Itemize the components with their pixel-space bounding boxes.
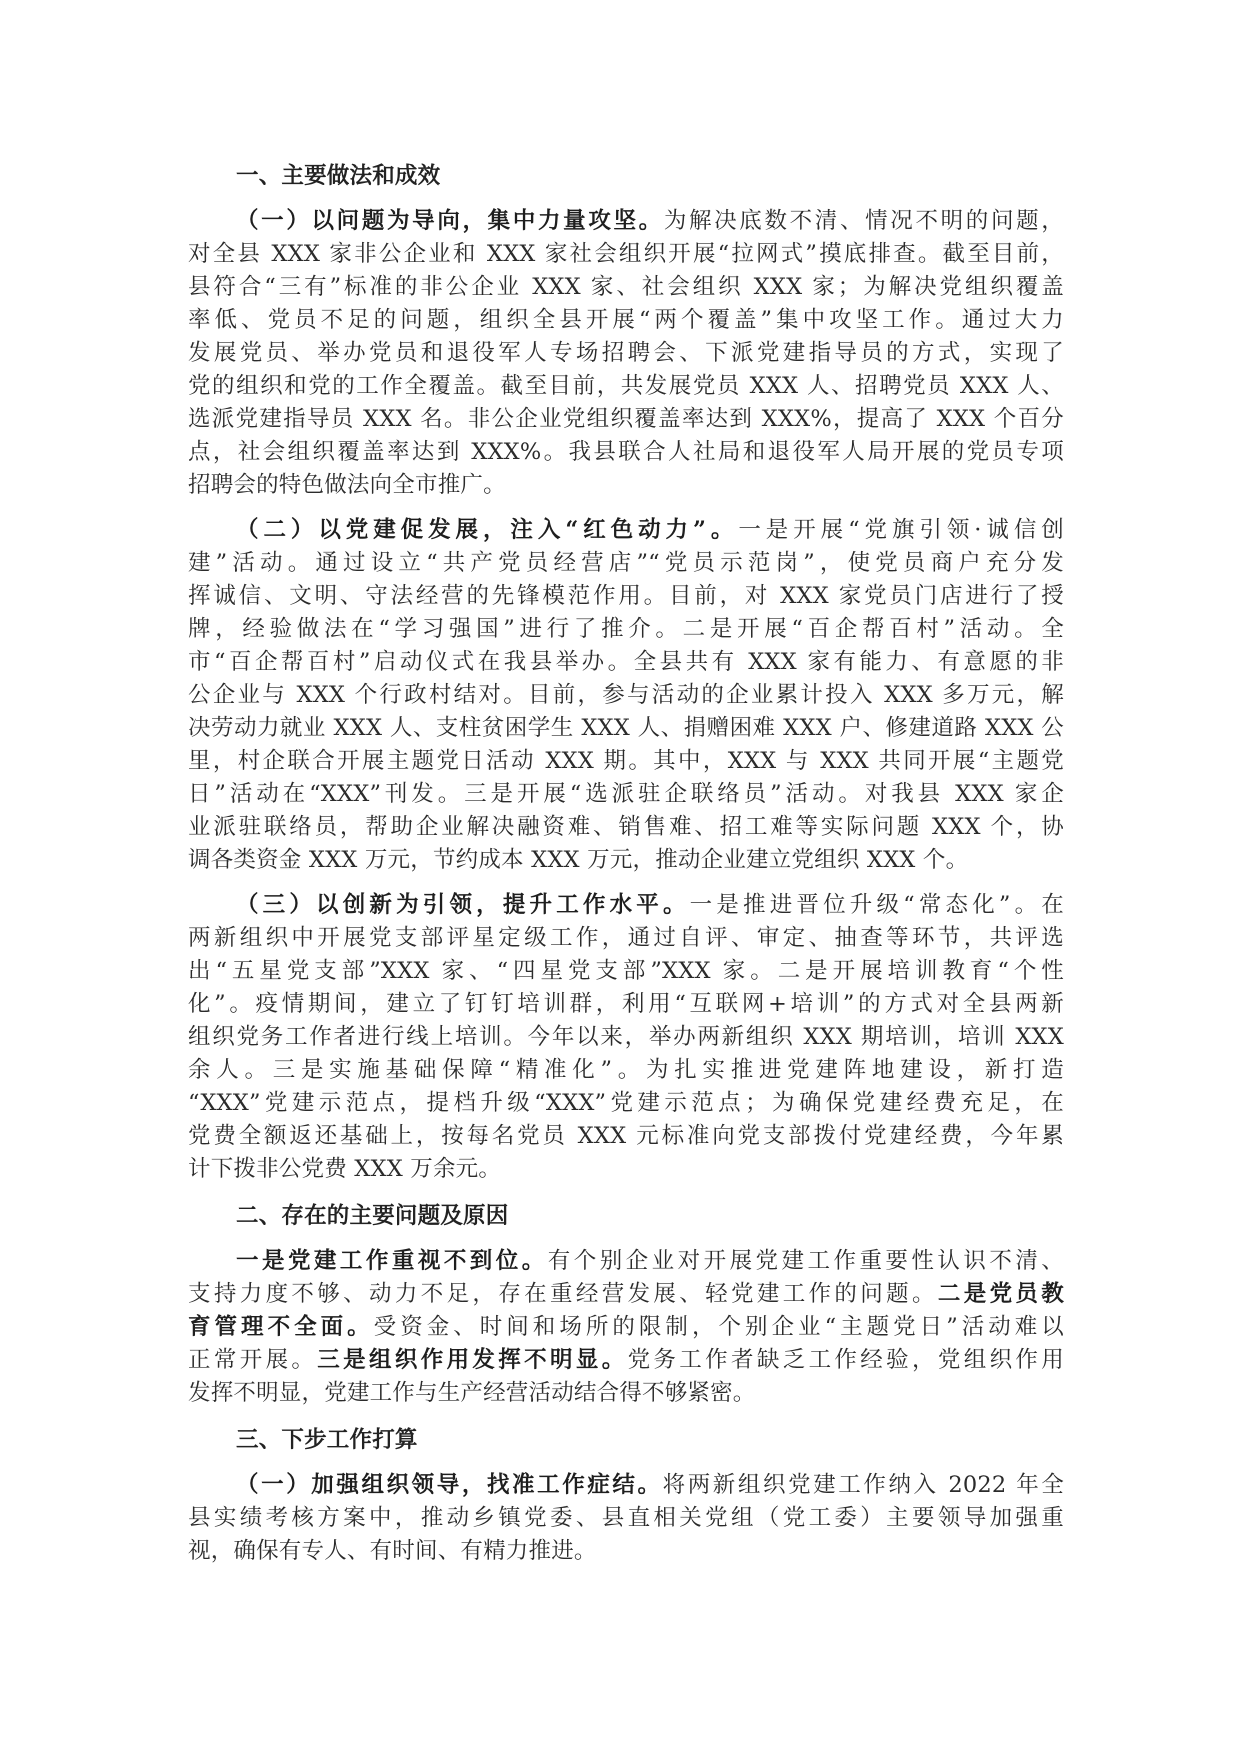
paragraph-lead: （一）加强组织领导，找准工作症结。 <box>236 1472 663 1498</box>
problem-lead-1: 一是党建工作重视不到位。 <box>236 1248 548 1274</box>
heading-text: 一、主要做法和成效 <box>236 163 441 189</box>
section-heading-1 <box>188 160 1064 193</box>
heading-text: 二、存在的主要问题及原因 <box>236 1203 509 1229</box>
document-page <box>188 160 1064 1568</box>
heading-text: 三、下步工作打算 <box>236 1427 418 1453</box>
paragraph-lead: （三）以创新为引领，提升工作水平。 <box>236 892 690 918</box>
section-heading-3 <box>188 1424 1064 1457</box>
paragraph-1-3: （三）以创新为引领，提升工作水平。一是推进晋位升级“常态化”。在 两新组织中开展党支部评星定级工作，通过自评、审定、抽查等环节，共评选 出“五星党支部”XXX 家、“四星党支部”XXX 家。二是开展培训教育“个性 化”。疫情期间，建立了钉钉培训群，利用“互联网+培训”的方式对全县两新 组织党务工作者进行线上培训。今年以来，举办两新组织 XXX 期培训，培训 XXX 余人。三是实施基础保障“精准化”。为扎实推进党建阵地建设，新打造 “XXX”党建示范点，提档升级“XXX”党建示范点；为确保党建经费充足，在 党费全额返还基础上，按每名党员 XXX 元标准向党支部拨付党建经费，今年累 计下拨非公党费 XXX 万余元。 <box>188 892 1064 1182</box>
problem-lead-3: 三是组织作用发挥不明显。 <box>317 1347 628 1373</box>
problem-lead-2a: 二是党员教 <box>937 1281 1064 1307</box>
paragraph-1-1: （一）以问题为导向，集中力量攻坚。为解决底数不清、情况不明的问题， 对全县 XXX 家非公企业和 XXX 家社会组织开展“拉网式”摸底排查。截至目前， 县符合“三有”标准的非公企业 XXX 家、社会组织 XXX 家；为解决党组织覆盖 率低、党员不足的问题，组织全县开展“两个覆盖”集中攻坚工作。通过大力 发展党员、举办党员和退役军人专场招聘会、下派党建指导员的方式，实现了 党的组织和党的工作全覆盖。截至目前，共发展党员 XXX 人、招聘党员 XXX 人、 选派党建指导员 XXX 名。非公企业党组织覆盖率达到 XXX%，提高了 XXX 个百分 点，社会组织覆盖率达到 XXX%。我县联合人社局和退役军人局开展的党员专项 招聘会的特色做法向全市推广。 <box>188 208 1064 498</box>
paragraph-lead: （一）以问题为导向，集中力量攻坚。 <box>236 208 664 234</box>
paragraph-2-problems: 一是党建工作重视不到位。有个别企业对开展党建工作重要性认识不清、 支持力度不够、动力不足，存在重经营发展、轻党建工作的问题。二是党员教 育管理不全面。受资金、时间和场所的限制，个别企业“主题党日”活动难以 正常开展。三是组织作用发挥不明显。党务工作者缺乏工作经验，党组织作用 发挥不明显，党建工作与生产经营活动结合得不够紧密。 <box>188 1248 1064 1406</box>
paragraph-lead: （二）以党建促发展，注入“红色动力”。 <box>236 517 739 543</box>
problem-lead-2b: 育管理不全面。 <box>188 1314 374 1340</box>
paragraph-3-1: （一）加强组织领导，找准工作症结。将两新组织党建工作纳入 2022 年全 县实绩考核方案中，推动乡镇党委、县直相关党组（党工委）主要领导加强重 视，确保有专人、有时间、有精力推进。 <box>188 1472 1064 1564</box>
paragraph-1-2: （二）以党建促发展，注入“红色动力”。一是开展“党旗引领·诚信创 建”活动。通过设立“共产党员经营店”“党员示范岗”，使党员商户充分发 挥诚信、文明、守法经营的先锋模范作用。目前，对 XXX 家党员门店进行了授 牌，经验做法在“学习强国”进行了推介。二是开展“百企帮百村”活动。全 市“百企帮百村”启动仪式在我县举办。全县共有 XXX 家有能力、有意愿的非 公企业与 XXX 个行政村结对。目前，参与活动的企业累计投入 XXX 多万元，解 决劳动力就业 XXX 人、支柱贫困学生 XXX 人、捐赠困难 XXX 户、修建道路 XXX 公 里，村企联合开展主题党日活动 XXX 期。其中，XXX 与 XXX 共同开展“主题党 日”活动在“XXX”刊发。三是开展“选派驻企联络员”活动。对我县 XXX 家企 业派驻联络员，帮助企业解决融资难、销售难、招工难等实际问题 XXX 个，协 调各类资金 XXX 万元，节约成本 XXX 万元，推动企业建立党组织 XXX 个。 <box>188 517 1064 873</box>
section-heading-2 <box>188 1200 1064 1233</box>
